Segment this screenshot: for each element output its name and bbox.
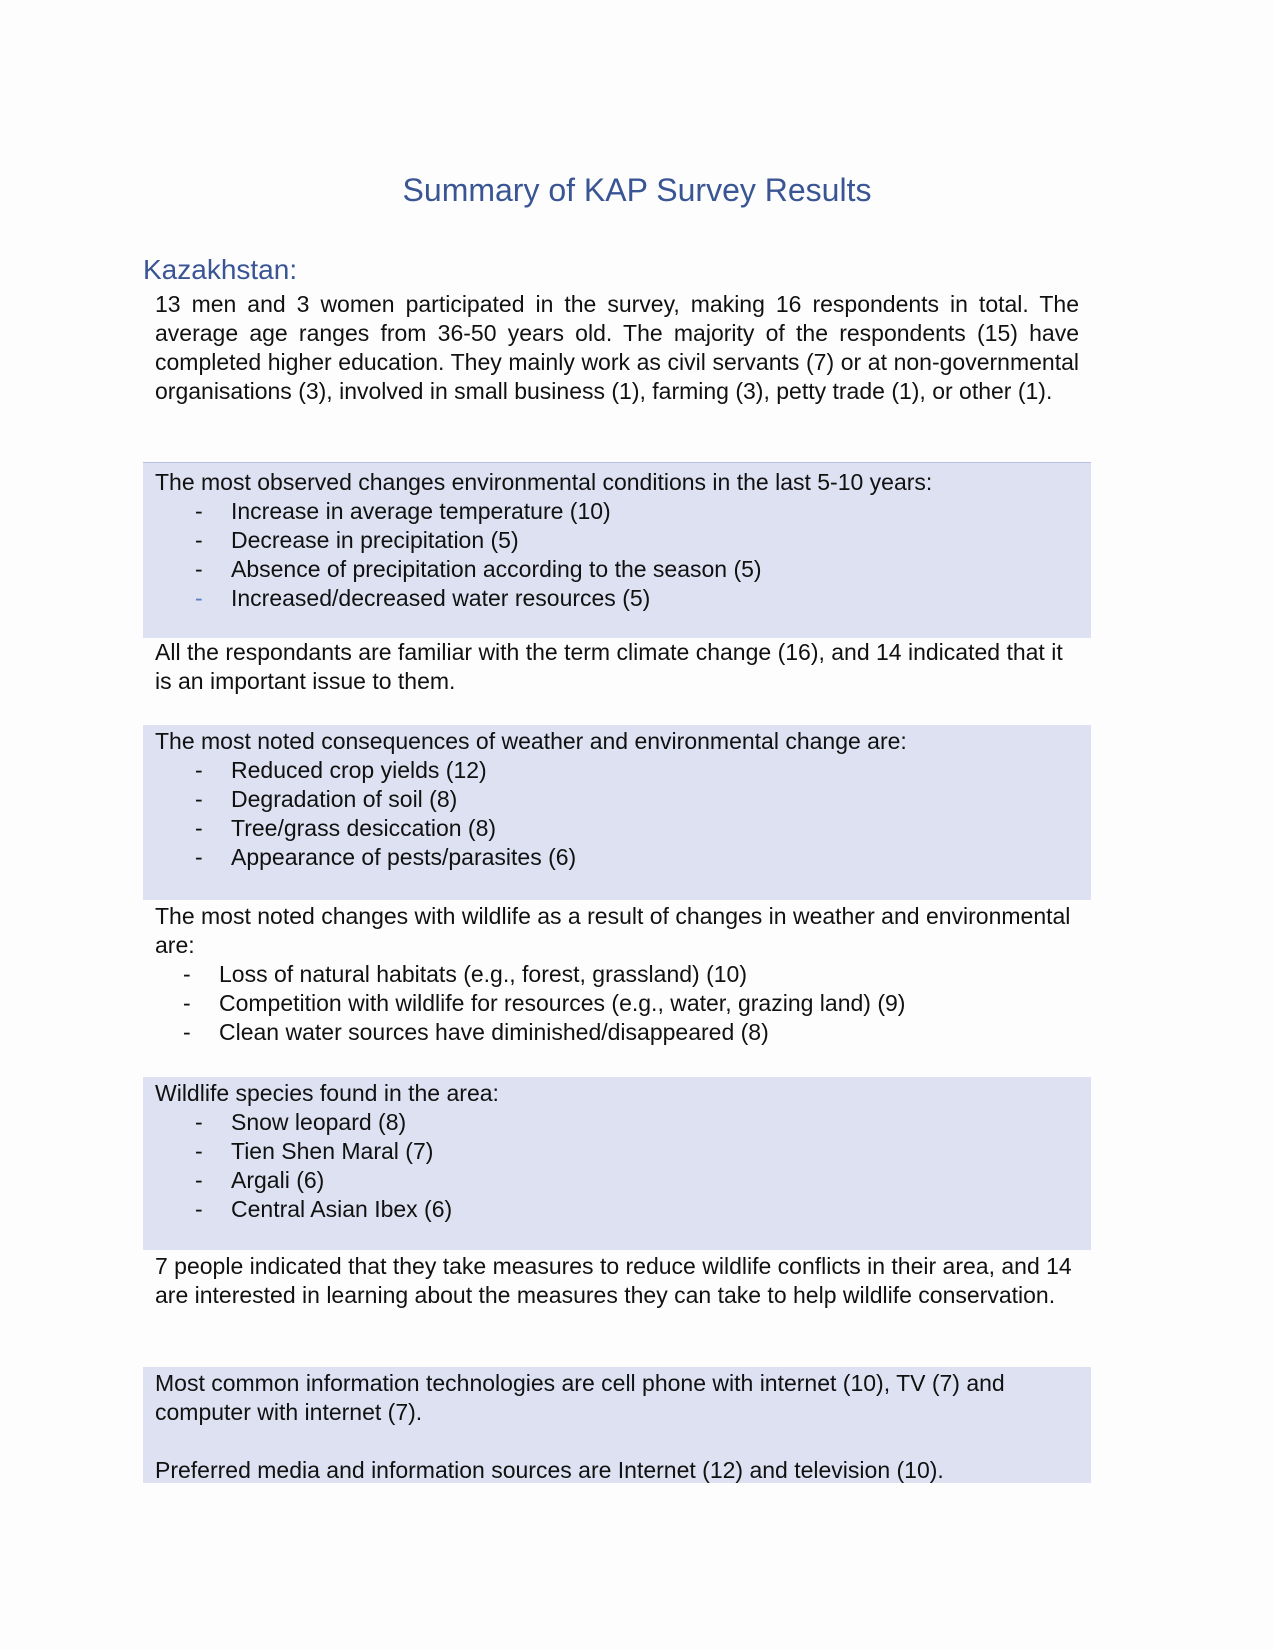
list-item (155, 843, 1079, 872)
list-item-text: Tien Shen Maral (7) (231, 1138, 434, 1164)
species-box (143, 1077, 1091, 1250)
environmental-changes-box (143, 462, 1091, 638)
list-item-text: Loss of natural habitats (e.g., forest, grassland) (10) (219, 961, 747, 987)
list-item-text: Increase in average temperature (10) (231, 498, 611, 524)
dash-bullet-icon: - (195, 527, 203, 553)
list-item-text: Absence of precipitation according to the season (5) (231, 556, 762, 582)
dash-bullet-icon: - (195, 844, 203, 870)
media-sources-text: Preferred media and information sources are Internet (12) and television (10). (155, 1457, 944, 1483)
list-item (155, 526, 1079, 555)
dash-bullet-icon: - (183, 990, 191, 1016)
list-item (143, 960, 1079, 989)
country-heading: Kazakhstan: (143, 254, 298, 285)
list-item (155, 1195, 1079, 1224)
list-item-text: Increased/decreased water resources (5) (231, 585, 651, 611)
list-item-text: Competition with wildlife for resources (e.g., water, grazing land) (9) (219, 990, 906, 1016)
list-item (143, 989, 1079, 1018)
dash-bullet-icon: - (195, 1109, 203, 1135)
list-item-text: Tree/grass desiccation (8) (231, 815, 497, 841)
page-title: Summary of KAP Survey Results (402, 172, 872, 208)
dash-bullet-icon: - (183, 961, 191, 987)
consequences-lead: The most noted consequences of weather and environmental change are: (155, 728, 907, 754)
climate-awareness-text: All the respondants are familiar with the term climate change (16), and 14 indicated that it is an important issue to them. (155, 639, 1063, 694)
consequences-box (143, 725, 1091, 900)
dash-bullet-icon: - (183, 1019, 191, 1045)
list-item-text: Snow leopard (8) (231, 1109, 407, 1135)
list-item-text: Argali (6) (231, 1167, 325, 1193)
list-item-text: Central Asian Ibex (6) (231, 1196, 453, 1222)
list-item-text: Reduced crop yields (12) (231, 757, 487, 783)
list-item (155, 1108, 1079, 1137)
dash-bullet-icon: - (195, 757, 203, 783)
dash-bullet-icon: - (195, 585, 203, 611)
list-item-text: Clean water sources have diminished/disappeared (8) (219, 1019, 769, 1045)
measures-text: 7 people indicated that they take measures to reduce wildlife conflicts in their area, and 14 are interested in learning about the measures they can take to help wildlife conservation. (155, 1253, 1072, 1308)
list-item-text: Degradation of soil (8) (231, 786, 458, 812)
list-item (155, 1137, 1079, 1166)
dash-bullet-icon: - (195, 498, 203, 524)
list-item (143, 1018, 1079, 1047)
dash-bullet-icon: - (195, 786, 203, 812)
list-item (155, 814, 1079, 843)
list-item (155, 785, 1079, 814)
wildlife-changes-list (143, 960, 1079, 1047)
respondent-summary: 13 men and 3 women participated in the survey, making 16 respondents in total. The average age ranges from 36-50 years old. The majority of the respondents (15) have completed higher education. They mainly work as civil servants (7) or at non-governmental organisations (3), involved in small business (1), farming (3), petty trade (1), or other (1). (155, 291, 1079, 404)
list-item (155, 756, 1079, 785)
list-item (155, 497, 1079, 526)
consequences-list (155, 756, 1079, 872)
dash-bullet-icon: - (195, 556, 203, 582)
dash-bullet-icon: - (195, 815, 203, 841)
technologies-text: Most common information technologies are cell phone with internet (10), TV (7) and computer with internet (7). (155, 1370, 1005, 1425)
environmental-changes-lead: The most observed changes environmental conditions in the last 5-10 years: (155, 469, 933, 495)
list-item (155, 584, 1079, 613)
wildlife-changes-section (155, 902, 1079, 1047)
environmental-changes-list (155, 497, 1079, 613)
list-item-text: Decrease in precipitation (5) (231, 527, 519, 553)
dash-bullet-icon: - (195, 1138, 203, 1164)
list-item (155, 555, 1079, 584)
list-item-text: Appearance of pests/parasites (6) (231, 844, 577, 870)
information-box (143, 1367, 1091, 1483)
wildlife-changes-lead: The most noted changes with wildlife as a result of changes in weather and environmental are: (155, 903, 1071, 958)
species-list (155, 1108, 1079, 1224)
species-lead: Wildlife species found in the area: (155, 1080, 499, 1106)
dash-bullet-icon: - (195, 1196, 203, 1222)
dash-bullet-icon: - (195, 1167, 203, 1193)
list-item (155, 1166, 1079, 1195)
